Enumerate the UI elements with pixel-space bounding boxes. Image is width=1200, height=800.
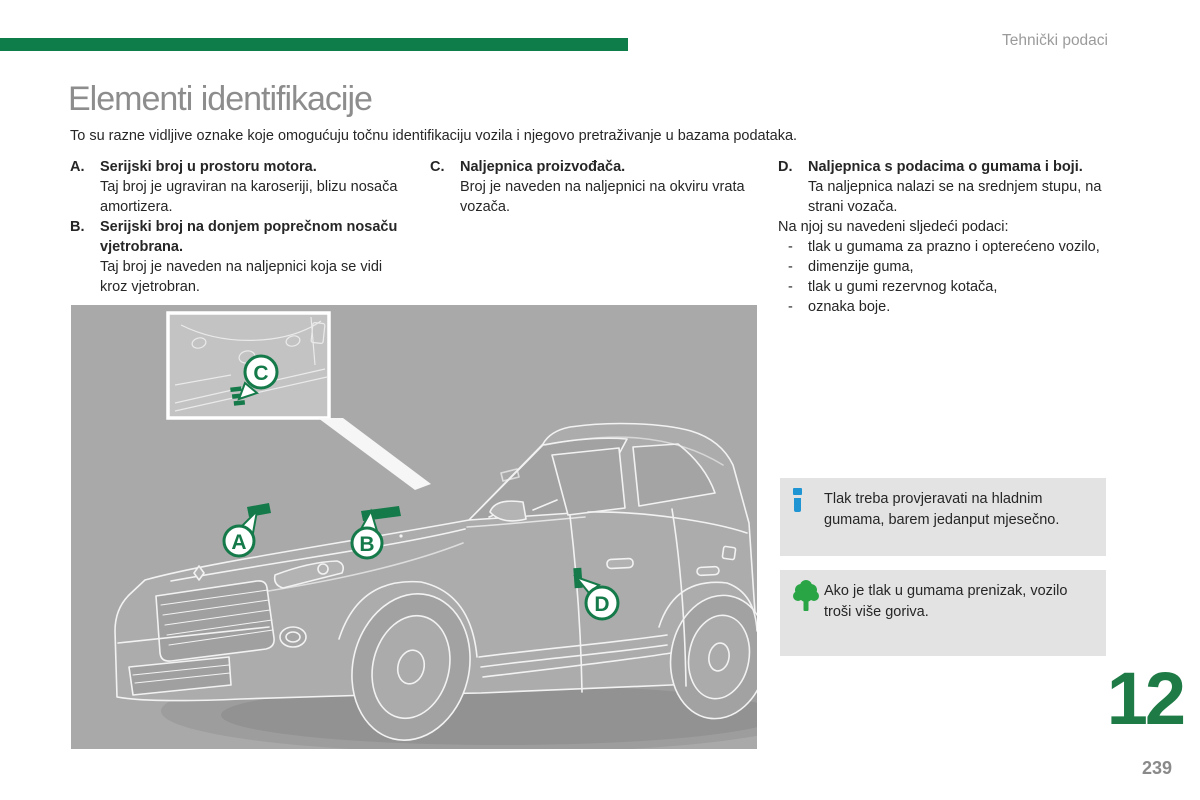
column-identification-ab <box>70 157 405 297</box>
item-d-body: Ta naljepnica nalazi se na srednjem stupu, na strani vozača. <box>808 179 1102 215</box>
item-b-letter: B. <box>70 219 85 235</box>
bullet-dash: - <box>788 299 793 315</box>
column-identification-c <box>430 157 760 217</box>
chapter-number: 12 <box>1106 657 1183 740</box>
bullet-text: tlak u gumama za prazno i opterećeno vozilo, <box>808 239 1100 255</box>
item-b-title: Serijski broj na donjem poprečnom nosaču vjetrobrana. <box>100 219 398 255</box>
item-b-body: Taj broj je naveden na naljepnici koja se vidi kroz vjetrobran. <box>100 259 383 295</box>
info-box-text: Ako je tlak u gumama prenizak, vozilo troši više goriva. <box>824 583 1068 620</box>
item-d-title: Naljepnica s podacima o gumama i boji. <box>808 159 1083 175</box>
bullet-text: dimenzije guma, <box>808 259 914 275</box>
eco-tree-icon <box>792 580 820 619</box>
section-title: Tehnički podaci <box>1002 32 1108 49</box>
item-c <box>430 157 760 217</box>
info-icon <box>792 488 803 519</box>
item-a-title: Serijski broj u prostoru motora. <box>100 159 317 175</box>
list-item <box>778 257 1123 277</box>
car-identification-illustration <box>71 305 757 749</box>
bullet-dash: - <box>788 279 793 295</box>
callout-letter-c: C <box>253 362 269 385</box>
column-identification-d <box>778 157 1123 317</box>
list-item <box>778 297 1123 317</box>
bullet-dash: - <box>788 239 793 255</box>
item-d <box>778 157 1123 217</box>
item-c-letter: C. <box>430 159 445 175</box>
item-d-letter: D. <box>778 159 793 175</box>
item-a <box>70 157 405 217</box>
item-b <box>70 217 405 297</box>
page-number: 239 <box>1141 758 1172 778</box>
callout-letter-b: B <box>359 533 375 556</box>
header-green-bar <box>0 38 628 51</box>
bullet-dash: - <box>788 259 793 275</box>
list-item <box>778 277 1123 297</box>
info-box-tyre-pressure-check <box>780 478 1106 556</box>
page-title: Elementi identifikacije <box>68 80 372 118</box>
item-a-letter: A. <box>70 159 85 175</box>
callout-letter-a: A <box>231 531 247 554</box>
bullet-text: tlak u gumi rezervnog kotača, <box>808 279 998 295</box>
car-illustration-svg <box>71 305 757 749</box>
info-box-eco-fuel <box>780 570 1106 656</box>
item-c-body: Broj je naveden na naljepnici na okviru vrata vozača. <box>460 179 745 215</box>
list-item <box>778 237 1123 257</box>
bullet-text: oznaka boje. <box>808 299 891 315</box>
item-d-lead: Na njoj su navedeni sljedeći podaci: <box>778 219 1009 235</box>
item-c-title: Naljepnica proizvođača. <box>460 159 626 175</box>
info-box-text: Tlak treba provjeravati na hladnim gumama, barem jedanput mjesečno. <box>824 491 1060 528</box>
callout-letter-d: D <box>594 593 610 616</box>
item-a-body: Taj broj je ugraviran na karoseriji, blizu nosača amortizera. <box>100 179 398 215</box>
intro-text: To su razne vidljive oznake koje omogućuju točnu identifikaciju vozila i njegovo pretraživanje u bazama podataka. <box>70 128 798 144</box>
